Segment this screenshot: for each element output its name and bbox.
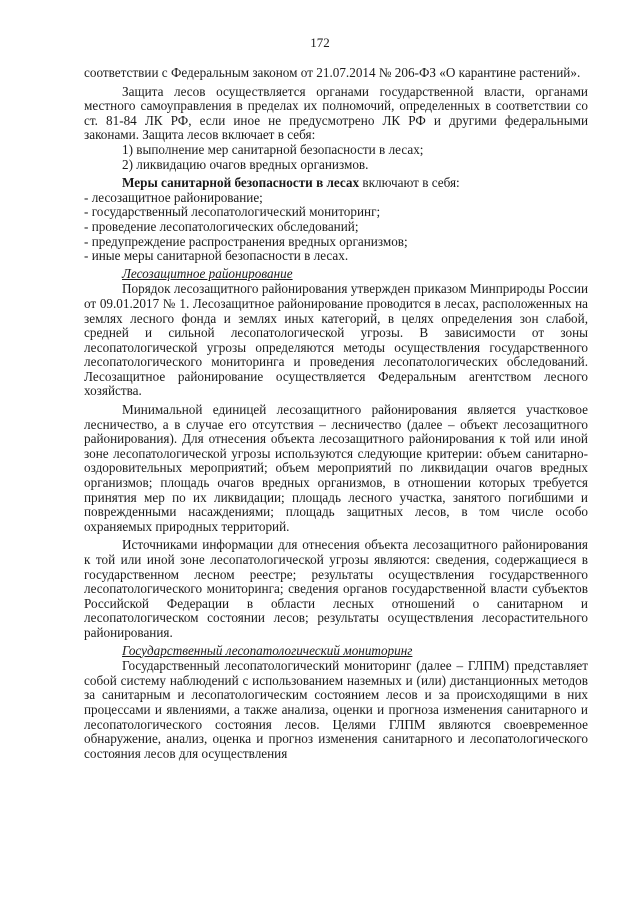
sanitary-measures-term: Меры санитарной безопасности в лесах [122, 175, 360, 191]
dash-list [84, 191, 588, 264]
dash-list-item: - иные меры санитарной безопасности в лесах. [84, 248, 349, 264]
paragraph-information-sources: Источниками информации для отнесения объекта лесозащитного районирования к той или иной зоне лесопатологической угрозы являются: сведения, содержащиеся в государственном лесном реестре; результаты осуществления государственного лесопатологического мониторинга; сведения органов государственной власти субъектов Российской Федерации в области лесных отношений о санитарном и лесопатологическом состоянии лесов; результаты осуществления лесорастительного районирования. [84, 537, 588, 640]
page-number: 172 [310, 35, 330, 50]
numbered-list-item: 1) выполнение мер санитарной безопасности в лесах; [122, 141, 424, 157]
page-content [84, 66, 588, 761]
numbered-list [84, 143, 588, 172]
paragraph-monitoring: Государственный лесопатологический мониторинг (далее – ГЛПМ) представляет собой систему наблюдений с использованием наземных и (или) дистанционных методов за санитарным и лесопатологическим состоянием лесов и за происходящими в них процессами и явлениями, а также анализа, оценки и прогноза изменения санитарного и лесопатологического состояния лесов. Целями ГЛПМ являются своевременное обнаружение, анализ, оценка и прогноз изменения санитарного и лесопатологического состояния лесов для осуществления [84, 658, 588, 761]
paragraph-continuation: соответствии с Федеральным законом от 21.07.2014 № 206-ФЗ «О карантине растений». [84, 65, 581, 80]
dash-list-item: - проведение лесопатологических обследований; [84, 218, 359, 234]
dash-list-item: - предупреждение распространения вредных организмов; [84, 233, 408, 249]
paragraph-zoning-procedure: Порядок лесозащитного районирования утвержден приказом Минприроды России от 09.01.2017 № 1. Лесозащитное районирование проводится в лесах, расположенных на землях лесного фонда и землях иных категорий, в целях определения зон слабой, средней и сильной лесопатологической угрозы. В зависимости от зоны лесопатологической угрозы определяются методы осуществления государственного лесопатологического мониторинга и проведения лесопатологических обследований. Лесозащитное районирование осуществляется Федеральным агентством лесного хозяйства. [84, 281, 588, 399]
sanitary-measures-text: включают в себя: [359, 175, 460, 191]
numbered-list-item: 2) ликвидацию очагов вредных организмов. [122, 156, 369, 172]
paragraph-sanitary-measures [84, 176, 588, 191]
dash-list-item: - государственный лесопатологический мониторинг; [84, 204, 381, 220]
dash-list-item: - лесозащитное районирование; [84, 189, 263, 205]
section-heading-zoning: Лесозащитное районирование [122, 265, 293, 281]
paragraph-forest-protection: Защита лесов осуществляется органами государственной власти, органами местного самоуправления в пределах их полномочий, определенных в соответствии со ст. 81-84 ЛК РФ, если иное не предусмотрено ЛК РФ и другими федеральными законами. Защита лесов включает в себя: [84, 83, 588, 143]
paragraph-zoning-unit: Минимальной единицей лесозащитного районирования является участковое лесничество, а в случае его отсутствия – лесничество (далее – объект лесозащитного районирования). Для отнесения объекта лесозащитного районирования к той или иной зоне лесопатологической угрозы используются следующие критерии: объем санитарно-оздоровительных мероприятий; объем мероприятий по ликвидации очагов вредных организмов; площадь очагов вредных организмов, в отношении которых требуется принятия мер по их ликвидации; площадь лесного участка, занятого погибшими и поврежденными насаждениями; площадь защитных лесов, в том числе особо охраняемых природных территорий. [84, 402, 588, 534]
section-heading-monitoring: Государственный лесопатологический мониторинг [122, 642, 413, 658]
